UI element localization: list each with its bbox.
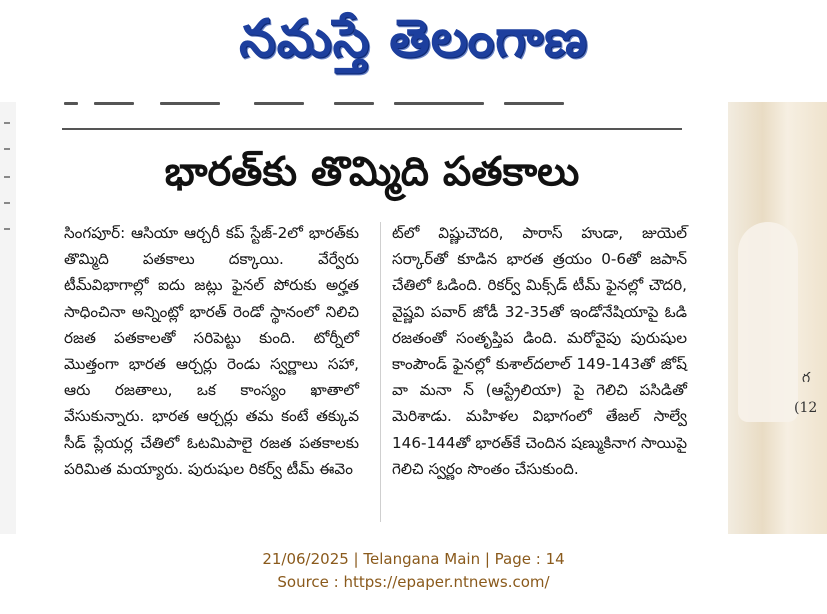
- article-separator-rule: [62, 128, 682, 130]
- masthead: [0, 0, 827, 82]
- previous-article-text-fragment: [64, 102, 664, 112]
- adjacent-photo: [728, 102, 827, 534]
- article-column-right: ట్‌లో విష్ణుచౌదరి, పారాస్ హుడా, జుయెల్ సర్కార్‌తో కూడిన భారత త్రయం 0-6తో జపాన్ చేతిలో ఓడింది. రికర్వ్ మిక్స్‌డ్ టీమ్ ఫైనల్లో చౌదరి, వైష్ణవి పవార్ జోడీ 32-35తో ఇండోనేషియాపై ఓడి రజతంతో సంతృప్తిప డింది. మరోవైపు పురుషుల కాంపౌండ్ ఫైనల్లో కుశాల్‌దలాల్ 149-143తో జోష్ వా మనా న్ (ఆస్ట్రేలియా) పై గెలిచి పసిడితో మెరిశాడు. మహిళల విభాగంలో తేజల్ సాల్వే 146-144తో భారత్‌కే చెందిన షణ్ముకినాగ సాయిపై గెలిచి స్వర్ణం సొంతం చేసుకుంది.: [392, 224, 687, 478]
- adjacent-column-edge: [0, 102, 16, 534]
- article-headline: భారత్‌కు తొమ్మిది పతకాలు: [164, 149, 580, 195]
- newspaper-logo: నమస్తే తెలంగాణ: [239, 8, 588, 69]
- photo-caption-fragment-2: (12: [794, 400, 818, 416]
- source-link[interactable]: Source : https://epaper.ntnews.com/: [277, 573, 550, 591]
- edition-info: 21/06/2025 | Telangana Main | Page : 14: [262, 550, 565, 568]
- photo-caption-fragment: గ: [802, 370, 811, 386]
- photo-figure: [738, 222, 798, 422]
- article-column-left: సింగపూర్: ఆసియా ఆర్చరీ కప్ స్టేజ్-2లో భారత్‌కు తొమ్మిది పతకాలు దక్కాయి. వేర్వేరు టీమ్‌విభాగాల్లో ఐదు జట్లు ఫైనల్ పోరుకు అర్హత సాధించినా అన్నింట్లో భారత్ రెండో స్థానంలో నిలిచి రజత పతకాలతో సరిపెట్టు కుంది. టోర్నీలో మొత్తంగా భారత ఆర్చర్లు రెండు స్వర్ణాలు సహా, ఆరు రజతాలు, ఒక కాంస్యం ఖాతాలో వేసుకున్నారు. భారత ఆర్చర్లు తమ కంటే తక్కువ సీడ్ ప్లేయర్ల చేతిలో ఓటమిపాలై రజత పతకాలకు పరిమిత మయ్యారు. పురుషుల రికర్వ్ టీమ్ ఈవెం: [64, 224, 359, 478]
- newspaper-clipping: [0, 102, 827, 534]
- column-divider: [380, 222, 381, 522]
- page-footer: [0, 548, 827, 594]
